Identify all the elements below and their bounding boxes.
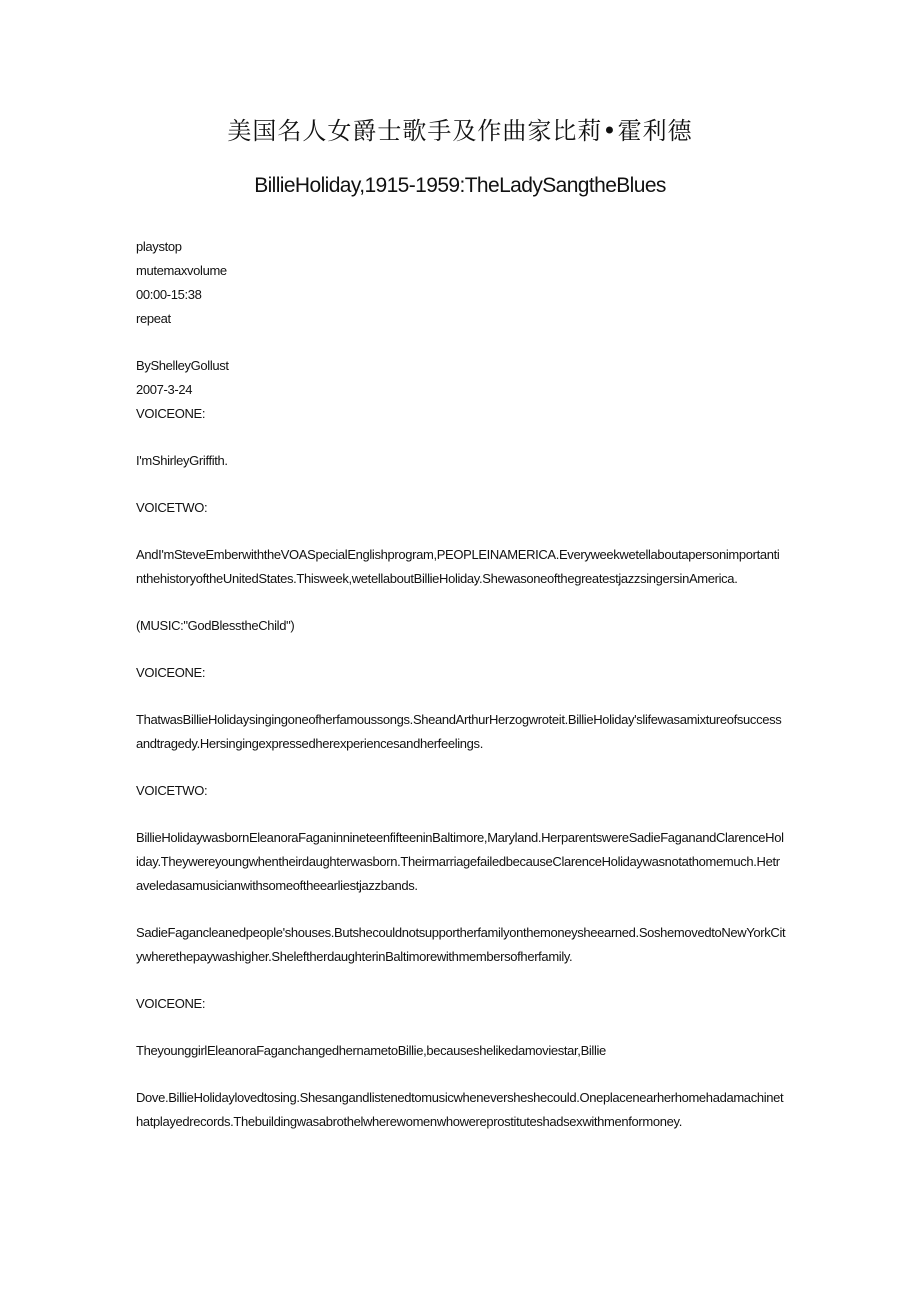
paragraph: SadieFagancleanedpeople'shouses.Butshecouldnotsupportherfamilyonthemoneysheearned.SoshemovedtoNewYorkCitywherethepaywashigher.SheleftherdaughterinBaltimorewithmembersofherfamily. bbox=[136, 925, 786, 964]
player-time: 00:00-15:38 bbox=[136, 287, 202, 302]
speaker-label: VOICEONE: bbox=[136, 996, 206, 1011]
article-body bbox=[136, 235, 786, 1134]
paragraph: TheyounggirlEleanoraFaganchangedhernametoBillie,becauseshelikedamoviestar,Billie bbox=[136, 1043, 606, 1058]
paragraph: AndI'mSteveEmberwiththeVOASpecialEnglishprogram,PEOPLEINAMERICA.EveryweekwetellaboutapersonimportantinthehistoryoftheUnitedStates.Thisweek,wetellaboutBillieHoliday.ShewasoneofthegreatestjazzsingersinAmerica. bbox=[136, 547, 780, 586]
speaker-label: VOICEONE: bbox=[136, 406, 206, 421]
page-title-chinese: 美国名人女爵士歌手及作曲家比莉•霍利德 bbox=[227, 117, 693, 145]
paragraph: I'mShirleyGriffith. bbox=[136, 453, 228, 468]
music-note: (MUSIC:"GodBlesstheChild") bbox=[136, 618, 295, 633]
byline-author: ByShelleyGollust bbox=[136, 358, 229, 373]
player-repeat: repeat bbox=[136, 311, 171, 326]
player-play-stop: playstop bbox=[136, 239, 182, 254]
speaker-label: VOICETWO: bbox=[136, 783, 208, 798]
byline-date: 2007-3-24 bbox=[136, 382, 193, 397]
speaker-label: VOICETWO: bbox=[136, 500, 208, 515]
paragraph: Dove.BillieHolidaylovedtosing.Shesangandlistenedtomusicwheneversheshecould.Oneplacenearherhomehadamachinethatplayedrecords.Thebuildingwasabrothelwherewomenwhowereprostituteshadsexwithmenformoney. bbox=[136, 1090, 784, 1129]
paragraph: BillieHolidaywasbornEleanoraFaganinnineteenfifteeninBaltimore,Maryland.HerparentswereSadieFaganandClarenceHoliday.Theywereyoungwhentheirdaughterwasborn.TheirmarriagefailedbecauseClarenceHolidaywasnotathomemuch.Hetraveledasamusicianwithsomeoftheearliestjazzbands. bbox=[136, 830, 784, 893]
speaker-label: VOICEONE: bbox=[136, 665, 206, 680]
player-volume: mutemaxvolume bbox=[136, 263, 227, 278]
page-title-english: BillieHoliday,1915-1959:TheLadySangtheBlues bbox=[254, 174, 666, 197]
paragraph: ThatwasBillieHolidaysingingoneofherfamoussongs.SheandArthurHerzogwroteit.BillieHoliday'slifewasamixtureofsuccessandtragedy.Hersingingexpressedherexperiencesandherfeelings. bbox=[136, 712, 782, 751]
